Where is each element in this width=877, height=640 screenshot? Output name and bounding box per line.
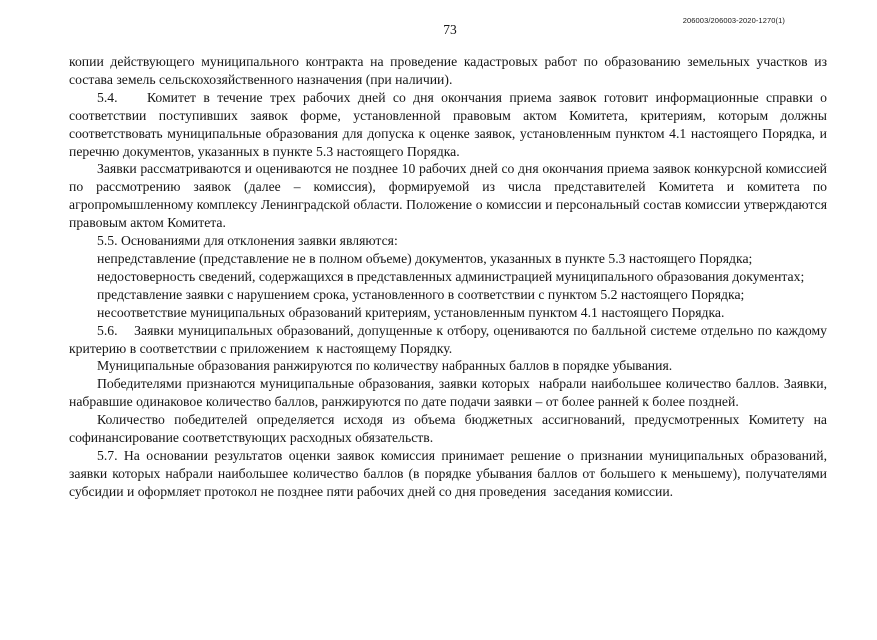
rejection-reason-missing-documents: непредставление (представление не в полном объеме) документов, указанных в пункте 5.3 настоящего Порядка; (97, 250, 753, 266)
paragraph-5-6: 5.6. Заявки муниципальных образований, допущенные к отбору, оцениваются по балльной системе отдельно по каждому критерию в соответствии с приложением к настоящему Порядку. (69, 322, 827, 356)
paragraph-winners: Победителями признаются муниципальные образования, заявки которых набрали наибольшее количество баллов. Заявки, набравшие одинаковое количество баллов, ранжируются по дате подачи заявки – от более ранней к более поздней. (69, 376, 827, 410)
document-body (69, 53, 827, 501)
paragraph-5-4: 5.4. Комитет в течение трех рабочих дней со дня окончания приема заявок готовит информационные справки о соответствии поступивших заявок форме, установленной правовым актом Комитета, критериям, которым должны соответствовать муниципальные образования для допуска к оценке заявок, установленным пунктом 4.1 настоящего Порядка, и перечню документов, указанных в пункте 5.3 настоящего Порядка. (69, 89, 827, 159)
page-number: 73 (443, 22, 457, 37)
paragraph-contract-copies: копии действующего муниципального контракта на проведение кадастровых работ по образованию земельных участков из состава земель сельскохозяйственного назначения (при наличии). (69, 54, 827, 87)
paragraph-5-7: 5.7. На основании результатов оценки заявок комиссия принимает решение о признании муниципальных образований, заявки которых набрали наибольшее количество баллов (в порядке убывания баллов от большего к меньшему), получателями субсидии и оформляет протокол не позднее пяти рабочих дней со дня проведения заседания комиссии. (69, 447, 827, 499)
rejection-reason-unreliable-data: недостоверность сведений, содержащихся в представленных администрацией муниципального образования документах; (97, 268, 805, 284)
paragraph-5-5: 5.5. Основаниями для отклонения заявки являются: (97, 233, 398, 249)
rejection-reason-criteria-mismatch: несоответствие муниципальных образований критериям, установленным пунктом 4.1 настоящего Порядка. (97, 304, 725, 320)
paragraph-commission-review: Заявки рассматриваются и оцениваются не позднее 10 рабочих дней со дня окончания приема заявок конкурсной комиссией по рассмотрению заявок (далее – комиссия), формируемой из числа представителей Комитета и комитета по агропромышленному комплексу Ленинградской области. Положение о комиссии и персональный состав комиссии утверждаются правовым актом Комитета. (69, 161, 827, 231)
rejection-reason-late-submission: представление заявки с нарушением срока, установленного в соответствии с пунктом 5.2 настоящего Порядка; (97, 286, 745, 302)
paragraph-ranking: Муниципальные образования ранжируются по количеству набранных баллов в порядке убывания. (97, 358, 673, 374)
document-reference: 206003/206003-2020-1270(1) (682, 16, 785, 25)
paragraph-winner-count: Количество победителей определяется исходя из объема бюджетных ассигнований, предусмотренных Комитету на софинансирование соответствующих расходных обязательств. (69, 412, 827, 446)
